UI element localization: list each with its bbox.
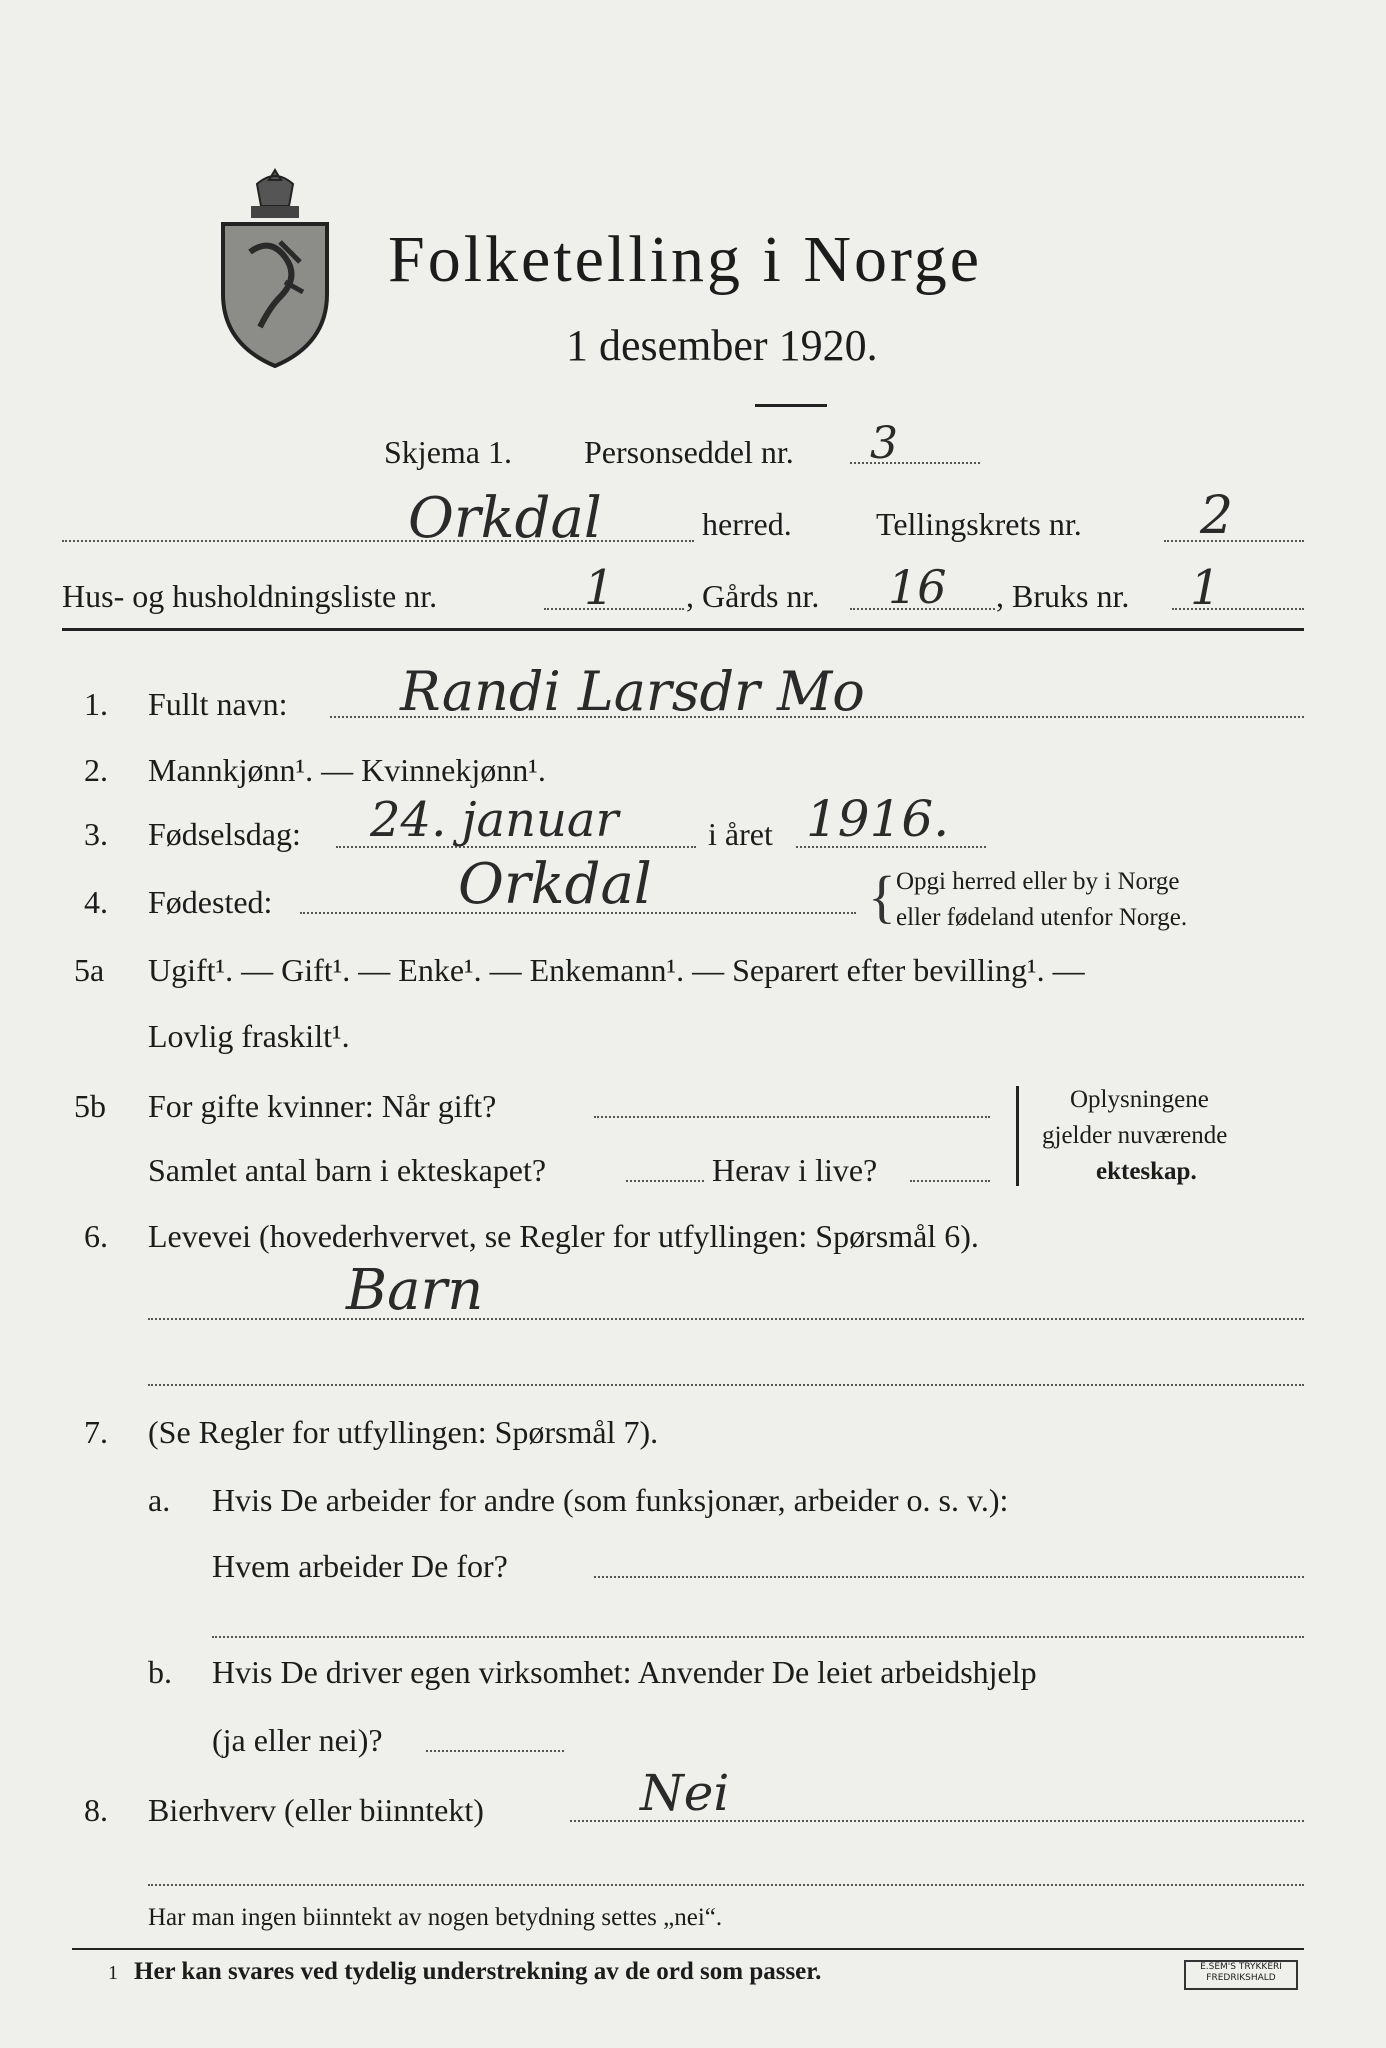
- tellingskrets-label: Tellingskrets nr.: [876, 506, 1082, 542]
- q3-number: 3.: [84, 816, 108, 852]
- q7-number: 7.: [84, 1414, 108, 1450]
- footnote-text: Her kan svares ved tydelig understrekning av de ord som passer.: [134, 1958, 822, 1985]
- q7a-answer-line: [594, 1576, 1304, 1578]
- q4-value: Orkdal: [458, 852, 652, 917]
- bruks-value: 1: [1190, 560, 1221, 616]
- q5b-note-1: Oplysningene: [1070, 1086, 1209, 1113]
- q5b-number: 5b: [74, 1088, 106, 1124]
- q4-label: Fødested:: [148, 884, 273, 920]
- q5b-note-3: ekteskap.: [1096, 1158, 1197, 1185]
- q3-value: 24. januar: [370, 792, 619, 848]
- page-title: Folketelling i Norge: [388, 223, 983, 296]
- q3-year-value: 1916.: [806, 790, 950, 848]
- gards-value: 16: [888, 560, 947, 614]
- q3-year-label: i året: [708, 816, 773, 852]
- q7b-letter: b.: [148, 1654, 172, 1690]
- q2-number: 2.: [84, 752, 108, 788]
- q6-line-2: [148, 1384, 1304, 1386]
- q5a-line-2: Lovlig fraskilt¹.: [148, 1018, 350, 1054]
- q7a-answer-line-2: [212, 1636, 1304, 1638]
- printer-text: E.SEM'S TRYKKERI FREDRIKSHALD: [1200, 1962, 1282, 1983]
- header-separator: [62, 628, 1304, 631]
- q7-label: (Se Regler for utfyllingen: Spørsmål 7).: [148, 1414, 659, 1450]
- q4-note-1: Opgi herred eller by i Norge: [896, 868, 1180, 895]
- census-date: 1 desember 1920.: [566, 321, 878, 370]
- q7b-answer-line: [426, 1750, 564, 1752]
- q1-value: Randi Larsdr Mo: [400, 660, 865, 723]
- q2-label: Mannkjønn¹. — Kvinnekjønn¹.: [148, 752, 546, 788]
- skjema-label: Skjema 1.: [384, 434, 512, 470]
- herred-value: Orkdal: [408, 486, 602, 551]
- footnote-number: 1: [108, 1962, 118, 1984]
- q6-line-1: [148, 1318, 1304, 1320]
- bruks-label: , Bruks nr.: [996, 578, 1130, 614]
- q1-number: 1.: [84, 686, 108, 722]
- q4-note-2: eller fødeland utenfor Norge.: [896, 904, 1188, 931]
- q5b-note-2: gjelder nuværende: [1042, 1122, 1228, 1149]
- gards-label: , Gårds nr.: [686, 578, 820, 614]
- q5a-number: 5a: [74, 952, 105, 988]
- q4-brace: {: [868, 864, 896, 929]
- footer-note: Har man ingen biinntekt av nogen betydning settes „nei“.: [148, 1904, 723, 1931]
- q8-label: Bierhverv (eller biinntekt): [148, 1792, 484, 1828]
- q7a-line-2: Hvem arbeider De for?: [212, 1548, 508, 1584]
- tellingskrets-line: [1164, 540, 1304, 542]
- herred-label: herred.: [702, 506, 792, 542]
- q4-number: 4.: [84, 884, 108, 920]
- q8-number: 8.: [84, 1792, 108, 1828]
- personseddel-label: Personseddel nr.: [584, 434, 794, 470]
- q8-value: Nei: [640, 1764, 730, 1822]
- printer-mark: [1184, 1960, 1298, 1990]
- q6-value: Barn: [346, 1258, 484, 1323]
- q5b-bracket: [1016, 1086, 1019, 1186]
- tellingskrets-value: 2: [1200, 486, 1234, 546]
- q5b-label-3: Herav i live?: [712, 1152, 878, 1188]
- q7a-line-1: Hvis De arbeider for andre (som funksjonær, arbeider o. s. v.):: [212, 1482, 1009, 1518]
- q5b-children-line: [626, 1180, 704, 1182]
- q5b-married-line: [594, 1116, 990, 1118]
- q3-label: Fødselsdag:: [148, 816, 301, 852]
- footer-rule: [72, 1948, 1304, 1950]
- q5b-label-1: For gifte kvinner: Når gift?: [148, 1088, 497, 1124]
- q5b-alive-line: [910, 1180, 990, 1182]
- q5a-line-1: Ugift¹. — Gift¹. — Enke¹. — Enkemann¹. — Separert efter bevilling¹. —: [148, 952, 1085, 988]
- q8-line-2: [148, 1884, 1304, 1886]
- title-divider: [755, 404, 827, 407]
- q5b-label-2: Samlet antal barn i ekteskapet?: [148, 1152, 547, 1188]
- personseddel-value: 3: [870, 418, 898, 469]
- coat-of-arms-emblem: [215, 162, 335, 372]
- q6-number: 6.: [84, 1218, 108, 1254]
- q6-label: Levevei (hovederhvervet, se Regler for utfyllingen: Spørsmål 6).: [148, 1218, 979, 1254]
- q7b-line-2: (ja eller nei)?: [212, 1722, 383, 1758]
- q7b-line-1: Hvis De driver egen virksomhet: Anvender De leiet arbeidshjelp: [212, 1654, 1037, 1690]
- q1-label: Fullt navn:: [148, 686, 288, 722]
- q7a-letter: a.: [148, 1482, 171, 1518]
- hus-label: Hus- og husholdningsliste nr.: [62, 578, 438, 614]
- hus-value: 1: [584, 560, 615, 616]
